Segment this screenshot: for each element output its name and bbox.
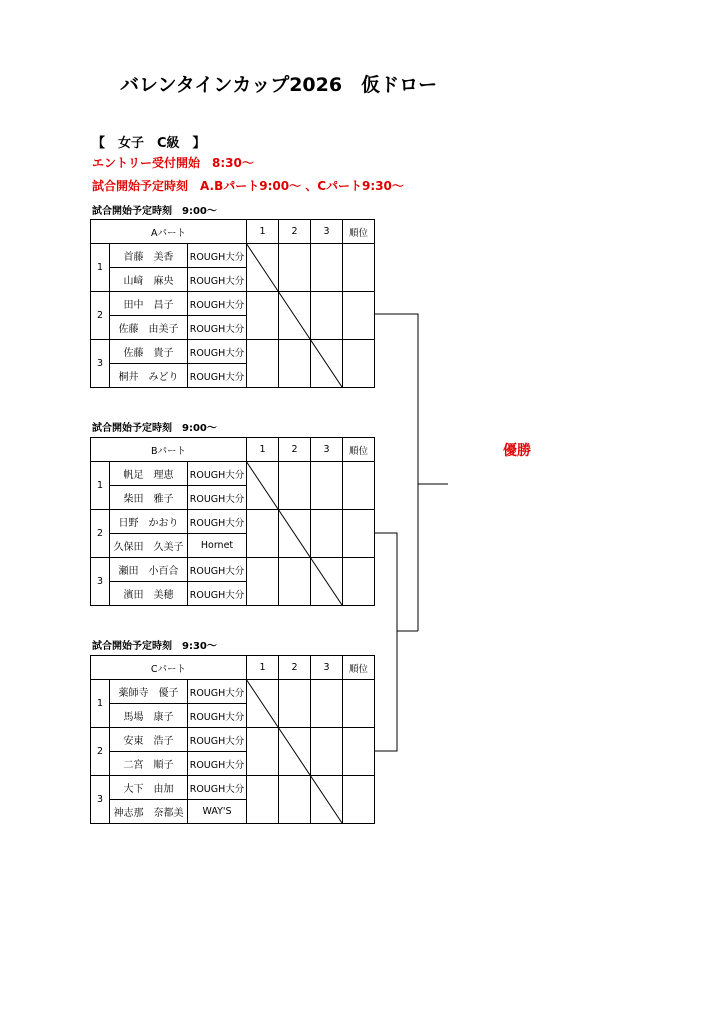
bracket-a-line bbox=[374, 314, 418, 484]
result-cell bbox=[279, 680, 311, 728]
result-cell bbox=[247, 510, 279, 558]
rank-cell bbox=[343, 510, 375, 558]
player-name: 馬場 康子 bbox=[110, 704, 188, 728]
player-club: ROUGH大分 bbox=[188, 704, 247, 728]
team-number: 3 bbox=[91, 340, 110, 388]
team-number: 2 bbox=[91, 292, 110, 340]
result-cell bbox=[279, 510, 311, 558]
team-number: 3 bbox=[91, 558, 110, 606]
team-number: 3 bbox=[91, 776, 110, 824]
player-club: ROUGH大分 bbox=[188, 340, 247, 364]
rank-col-header: 順位 bbox=[343, 220, 375, 244]
player-club: ROUGH大分 bbox=[188, 558, 247, 582]
player-club: ROUGH大分 bbox=[188, 292, 247, 316]
result-cell bbox=[247, 340, 279, 388]
player-club: ROUGH大分 bbox=[188, 510, 247, 534]
match-col-header: 3 bbox=[311, 220, 343, 244]
match-col-header: 1 bbox=[247, 220, 279, 244]
result-cell bbox=[279, 462, 311, 510]
player-name: 濱田 美穂 bbox=[110, 582, 188, 606]
result-cell bbox=[279, 340, 311, 388]
result-cell bbox=[247, 244, 279, 292]
player-club: ROUGH大分 bbox=[188, 268, 247, 292]
page-title: バレンタインカップ2026 仮ドロー bbox=[120, 74, 438, 96]
bracket-b-line bbox=[374, 533, 418, 631]
team-number: 1 bbox=[91, 244, 110, 292]
team-number: 2 bbox=[91, 728, 110, 776]
player-name: 神志那 奈都美 bbox=[110, 800, 188, 824]
part-name: Bパート bbox=[91, 438, 247, 462]
table-header-row bbox=[91, 220, 375, 244]
match-col-header: 2 bbox=[279, 438, 311, 462]
result-cell bbox=[279, 292, 311, 340]
player-club: WAY'S bbox=[188, 800, 247, 824]
table-row bbox=[91, 292, 375, 316]
result-cell bbox=[247, 292, 279, 340]
table-row bbox=[91, 728, 375, 752]
result-cell bbox=[311, 510, 343, 558]
player-club: ROUGH大分 bbox=[188, 486, 247, 510]
player-name: 佐藤 由美子 bbox=[110, 316, 188, 340]
table-row bbox=[91, 244, 375, 268]
player-club: ROUGH大分 bbox=[188, 582, 247, 606]
group-table bbox=[90, 219, 375, 388]
player-name: 桐井 みどり bbox=[110, 364, 188, 388]
match-col-header: 2 bbox=[279, 220, 311, 244]
player-name: 柴田 雅子 bbox=[110, 486, 188, 510]
player-club: ROUGH大分 bbox=[188, 462, 247, 486]
player-club: ROUGH大分 bbox=[188, 728, 247, 752]
player-name: 二宮 順子 bbox=[110, 752, 188, 776]
match-col-header: 1 bbox=[247, 438, 279, 462]
category-heading: 【 女子 C級 】 bbox=[92, 136, 206, 151]
result-cell bbox=[311, 292, 343, 340]
result-cell bbox=[311, 776, 343, 824]
part-name: Cパート bbox=[91, 656, 247, 680]
match-col-header: 3 bbox=[311, 438, 343, 462]
part-name: Aパート bbox=[91, 220, 247, 244]
team-number: 1 bbox=[91, 680, 110, 728]
table-row bbox=[91, 558, 375, 582]
table-row bbox=[91, 462, 375, 486]
table-row bbox=[91, 340, 375, 364]
rank-col-header: 順位 bbox=[343, 656, 375, 680]
player-name: 久保田 久美子 bbox=[110, 534, 188, 558]
result-cell bbox=[279, 558, 311, 606]
rank-cell bbox=[343, 728, 375, 776]
rank-col-header: 順位 bbox=[343, 438, 375, 462]
result-cell bbox=[247, 558, 279, 606]
winner-label: 優勝 bbox=[503, 443, 531, 459]
player-name: 首藤 美香 bbox=[110, 244, 188, 268]
result-cell bbox=[311, 728, 343, 776]
team-number: 1 bbox=[91, 462, 110, 510]
match-col-header: 2 bbox=[279, 656, 311, 680]
player-club: ROUGH大分 bbox=[188, 752, 247, 776]
result-cell bbox=[247, 680, 279, 728]
bracket-c-line bbox=[374, 631, 397, 751]
result-cell bbox=[311, 244, 343, 292]
player-club: ROUGH大分 bbox=[188, 776, 247, 800]
player-name: 日野 かおり bbox=[110, 510, 188, 534]
result-cell bbox=[247, 776, 279, 824]
table-header-row bbox=[91, 656, 375, 680]
player-club: ROUGH大分 bbox=[188, 316, 247, 340]
result-cell bbox=[247, 728, 279, 776]
result-cell bbox=[311, 462, 343, 510]
player-club: ROUGH大分 bbox=[188, 244, 247, 268]
rank-cell bbox=[343, 340, 375, 388]
rank-cell bbox=[343, 680, 375, 728]
rank-cell bbox=[343, 776, 375, 824]
player-name: 瀬田 小百合 bbox=[110, 558, 188, 582]
rank-cell bbox=[343, 244, 375, 292]
result-cell bbox=[311, 340, 343, 388]
player-name: 帆足 理恵 bbox=[110, 462, 188, 486]
group-table bbox=[90, 655, 375, 824]
result-cell bbox=[311, 680, 343, 728]
result-cell bbox=[279, 728, 311, 776]
player-name: 田中 昌子 bbox=[110, 292, 188, 316]
player-club: ROUGH大分 bbox=[188, 364, 247, 388]
player-name: 山﨑 麻央 bbox=[110, 268, 188, 292]
result-cell bbox=[247, 462, 279, 510]
player-name: 佐藤 貴子 bbox=[110, 340, 188, 364]
player-club: Hornet bbox=[188, 534, 247, 558]
player-name: 大下 由加 bbox=[110, 776, 188, 800]
match-col-header: 3 bbox=[311, 656, 343, 680]
player-name: 安東 浩子 bbox=[110, 728, 188, 752]
group-start-time: 試合開始予定時刻 9:30～ bbox=[92, 641, 217, 652]
table-header-row bbox=[91, 438, 375, 462]
match-start-info: 試合開始予定時刻 A.Bパート9:00～ 、Cパート9:30～ bbox=[92, 179, 404, 193]
group-start-time: 試合開始予定時刻 9:00～ bbox=[92, 206, 217, 217]
result-cell bbox=[279, 776, 311, 824]
match-col-header: 1 bbox=[247, 656, 279, 680]
rank-cell bbox=[343, 558, 375, 606]
player-club: ROUGH大分 bbox=[188, 680, 247, 704]
result-cell bbox=[311, 558, 343, 606]
rank-cell bbox=[343, 462, 375, 510]
team-number: 2 bbox=[91, 510, 110, 558]
group-table bbox=[90, 437, 375, 606]
entry-info: エントリー受付開始 8:30～ bbox=[92, 156, 254, 170]
table-row bbox=[91, 776, 375, 800]
rank-cell bbox=[343, 292, 375, 340]
table-row bbox=[91, 510, 375, 534]
table-row bbox=[91, 680, 375, 704]
result-cell bbox=[279, 244, 311, 292]
player-name: 薬師寺 優子 bbox=[110, 680, 188, 704]
group-start-time: 試合開始予定時刻 9:00～ bbox=[92, 423, 217, 434]
